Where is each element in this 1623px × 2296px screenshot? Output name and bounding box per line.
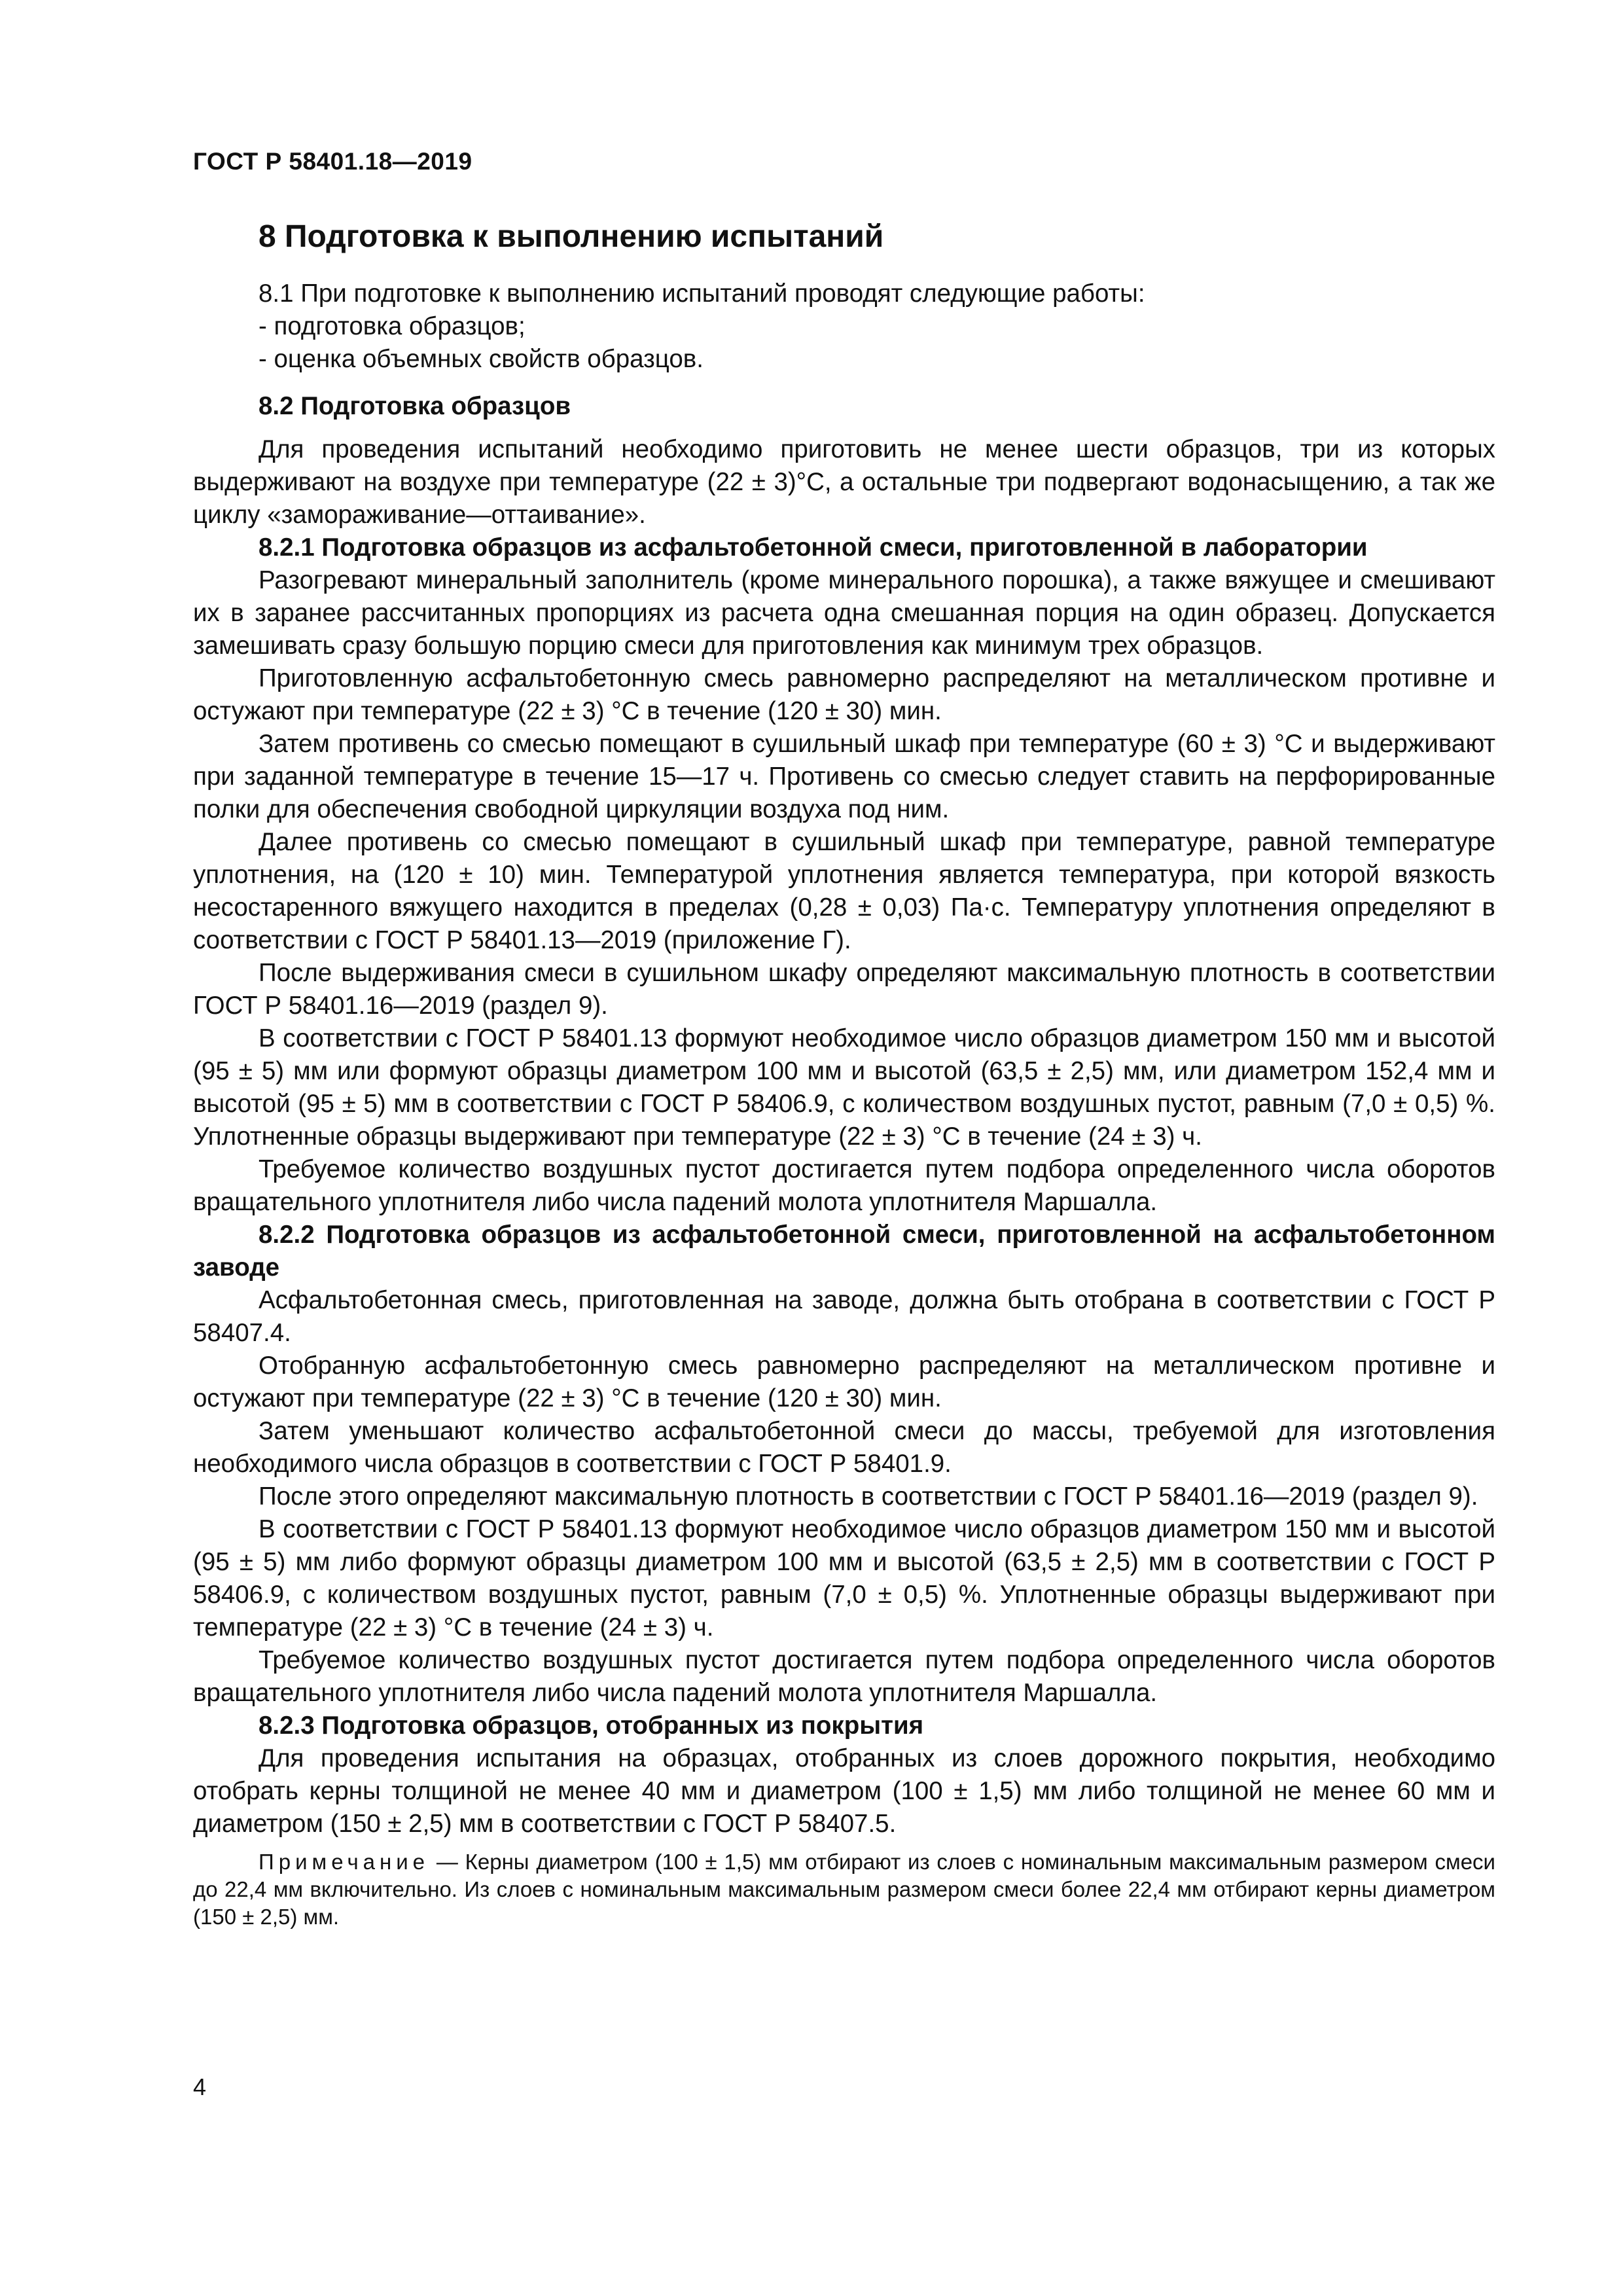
- paragraph: Приготовленную асфальтобетонную смесь равномерно распределяют на металлическом противне и остужают при температуре (22 ± 3) °С в течение (120 ± 30) мин.: [193, 664, 1495, 725]
- page-number: 4: [193, 2073, 207, 2100]
- paragraph: Далее противень со смесью помещают в сушильный шкаф при температуре, равной температуре уплотнения, на (120 ± 10) мин. Температурой уплотнения является температура, при которой вязкость несостаренного вяжущего находится в пределах (0,28 ± 0,03) Па·с. Температуру уплотнения определяют в соответствии с ГОСТ Р 58401.13—2019 (приложение Г).: [193, 828, 1495, 954]
- subsection-title-8-2-3: 8.2.3 Подготовка образцов, отобранных из покрытия: [259, 1712, 924, 1740]
- note-label: Примечание: [259, 1850, 430, 1874]
- paragraph: Для проведения испытаний необходимо приготовить не менее шести образцов, три из которых выдерживают на воздухе при температуре (22 ± 3)°С, а остальные три подвергают водонасыщению, а так же циклу «замораживание—оттаивание».: [193, 435, 1495, 529]
- paragraph: В соответствии с ГОСТ Р 58401.13 формуют необходимое число образцов диаметром 150 мм и высотой (95 ± 5) мм либо формуют образцы диаметром 100 мм и высотой (63,5 ± 2,5) мм в соответствии с ГОСТ Р 58406.9, с количеством воздушных пустот, равным (7,0 ± 0,5) %. Уплотненные образцы выдерживают при температуре (22 ± 3) °С в течение (24 ± 3) ч.: [193, 1515, 1495, 1641]
- standard-header: ГОСТ Р 58401.18—2019: [193, 148, 473, 175]
- paragraph: Требуемое количество воздушных пустот достигается путем подбора определенного числа оборотов вращательного уплотнителя либо числа падений молота уплотнителя Маршалла.: [193, 1646, 1495, 1707]
- section-title: 8 Подготовка к выполнению испытаний: [259, 219, 884, 254]
- paragraph: Требуемое количество воздушных пустот достигается путем подбора определенного числа оборотов вращательного уплотнителя либо числа падений молота уплотнителя Маршалла.: [193, 1155, 1495, 1216]
- paragraph: После этого определяют максимальную плотность в соответствии с ГОСТ Р 58401.16—2019 (раздел 9).: [259, 1482, 1478, 1511]
- section-intro: 8.1 При подготовке к выполнению испытаний проводят следующие работы:: [259, 279, 1145, 308]
- paragraph: После выдерживания смеси в сушильном шкафу определяют максимальную плотность в соответствии ГОСТ Р 58401.16—2019 (раздел 9).: [193, 959, 1495, 1020]
- paragraph: Разогревают минеральный заполнитель (кроме минерального порошка), а также вяжущее и смешивают их в заранее рассчитанных пропорциях из расчета одна смешанная порция на один образец. Допускается замешивать сразу большую порцию смеси для приготовления как минимум трех образцов.: [193, 566, 1495, 660]
- list-item: - оценка объемных свойств образцов.: [259, 345, 704, 373]
- subsection-title-8-2-2: 8.2.2 Подготовка образцов из асфальтобетонной смеси, приготовленной на асфальтобетонном заводе: [193, 1221, 1495, 1282]
- paragraph: Для проведения испытания на образцах, отобранных из слоев дорожного покрытия, необходимо отобрать керны толщиной не менее 40 мм и диаметром (100 ± 1,5) мм либо толщиной не менее 60 мм и диаметром (150 ± 2,5) мм в соответствии с ГОСТ Р 58407.5.: [193, 1744, 1495, 1838]
- subsection-title-8-2: 8.2 Подготовка образцов: [259, 392, 571, 420]
- paragraph: Асфальтобетонная смесь, приготовленная на заводе, должна быть отобрана в соответствии с ГОСТ Р 58407.4.: [193, 1286, 1495, 1347]
- note: [193, 1848, 1495, 1931]
- note-text: — Керны диаметром (100 ± 1,5) мм отбирают из слоев с номинальным максимальным размером смеси до 22,4 мм включительно. Из слоев с номинальным максимальным размером смеси более 22,4 мм отбирают керны диаметром (150 ± 2,5) мм.: [193, 1850, 1495, 1929]
- paragraph: Затем противень со смесью помещают в сушильный шкаф при температуре (60 ± 3) °С и выдерживают при заданной температуре в течение 15—17 ч. Противень со смесью следует ставить на перфорированные полки для обеспечения свободной циркуляции воздуха под ним.: [193, 730, 1495, 823]
- paragraph: В соответствии с ГОСТ Р 58401.13 формуют необходимое число образцов диаметром 150 мм и высотой (95 ± 5) мм или формуют образцы диаметром 100 мм и высотой (63,5 ± 2,5) мм, или диаметром 152,4 мм и высотой (95 ± 5) мм в соответствии с ГОСТ Р 58406.9, с количеством воздушных пустот, равным (7,0 ± 0,5) %. Уплотненные образцы выдерживают при температуре (22 ± 3) °С в течение (24 ± 3) ч.: [193, 1024, 1495, 1151]
- page-content: [193, 216, 1495, 1931]
- list-item: - подготовка образцов;: [259, 312, 526, 340]
- subsection-title-8-2-1: 8.2.1 Подготовка образцов из асфальтобетонной смеси, приготовленной в лаборатории: [259, 533, 1368, 562]
- paragraph: Затем уменьшают количество асфальтобетонной смеси до массы, требуемой для изготовления необходимого числа образцов в соответствии с ГОСТ Р 58401.9.: [193, 1417, 1495, 1478]
- paragraph: Отобранную асфальтобетонную смесь равномерно распределяют на металлическом противне и остужают при температуре (22 ± 3) °С в течение (120 ± 30) мин.: [193, 1352, 1495, 1412]
